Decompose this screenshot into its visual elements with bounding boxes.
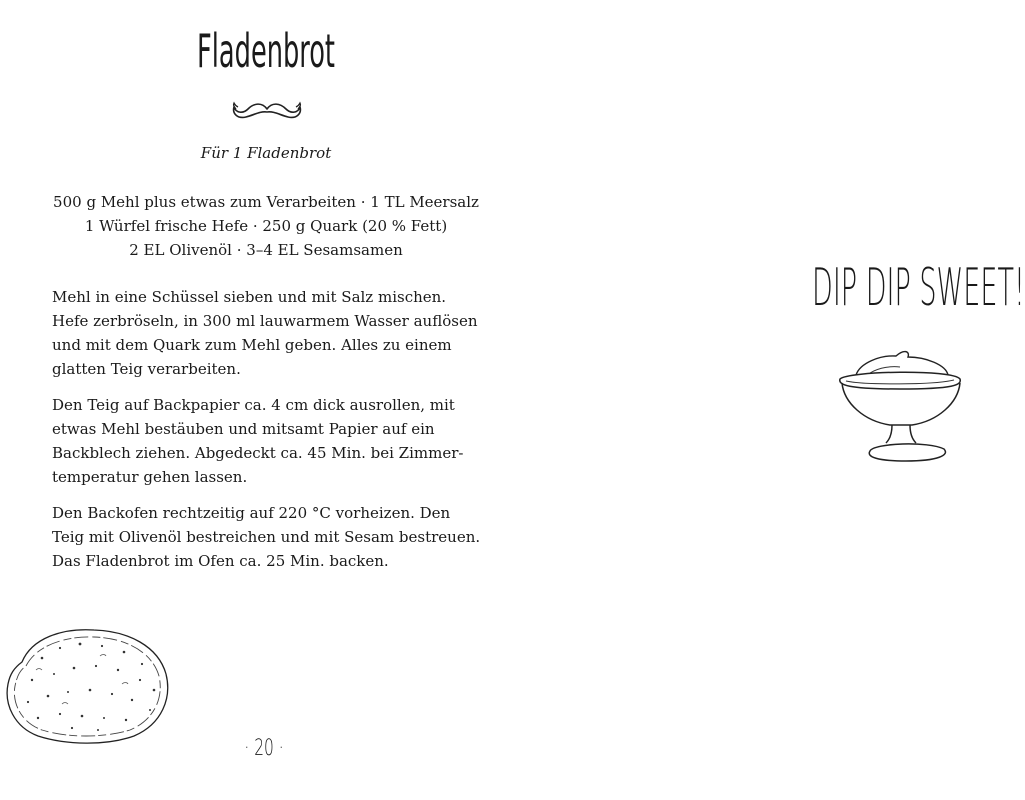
page-number: · 20 ·	[244, 736, 284, 761]
ingredient-list	[0, 190, 532, 262]
flatbread-icon	[2, 618, 174, 746]
instruction-step: Mehl in eine Schüssel sieben und mit Salz mischen. Hefe zerbröseln, in 300 ml lauwarmem Wasser auflösen und mit dem Quark zum Mehl geben. Alles zu einem glatten Teig verarbeiten.	[52, 288, 478, 378]
instructions	[52, 285, 492, 585]
ingredient-line: 500 g Mehl plus etwas zum Verarbeiten · 1 TL Meersalz	[53, 193, 479, 211]
section-title: DIP DIP SWEET!	[812, 258, 1025, 318]
ingredient-line: 2 EL Olivenöl · 3–4 EL Sesamsamen	[129, 241, 403, 259]
dessert-bowl-icon	[834, 345, 966, 465]
ingredient-line: 1 Würfel frische Hefe · 250 g Quark (20 % Fett)	[84, 217, 448, 235]
right-page	[520, 0, 1025, 800]
servings-text: Für 1 Fladenbrot	[200, 144, 332, 162]
mustache-icon	[230, 98, 304, 124]
recipe-title: Fladenbrot	[197, 24, 335, 78]
instruction-step: Den Backofen rechtzeitig auf 220 °C vorheizen. Den Teig mit Olivenöl bestreichen und mit Sesam bestreuen. Das Fladenbrot im Ofen ca. 25 Min. backen.	[52, 504, 481, 570]
instruction-step: Den Teig auf Backpapier ca. 4 cm dick ausrollen, mit etwas Mehl bestäuben und mitsamt Papier auf ein Backblech ziehen. Abgedeckt ca. 45 Min. bei Zimmer- temperatur gehen lassen.	[52, 396, 464, 486]
